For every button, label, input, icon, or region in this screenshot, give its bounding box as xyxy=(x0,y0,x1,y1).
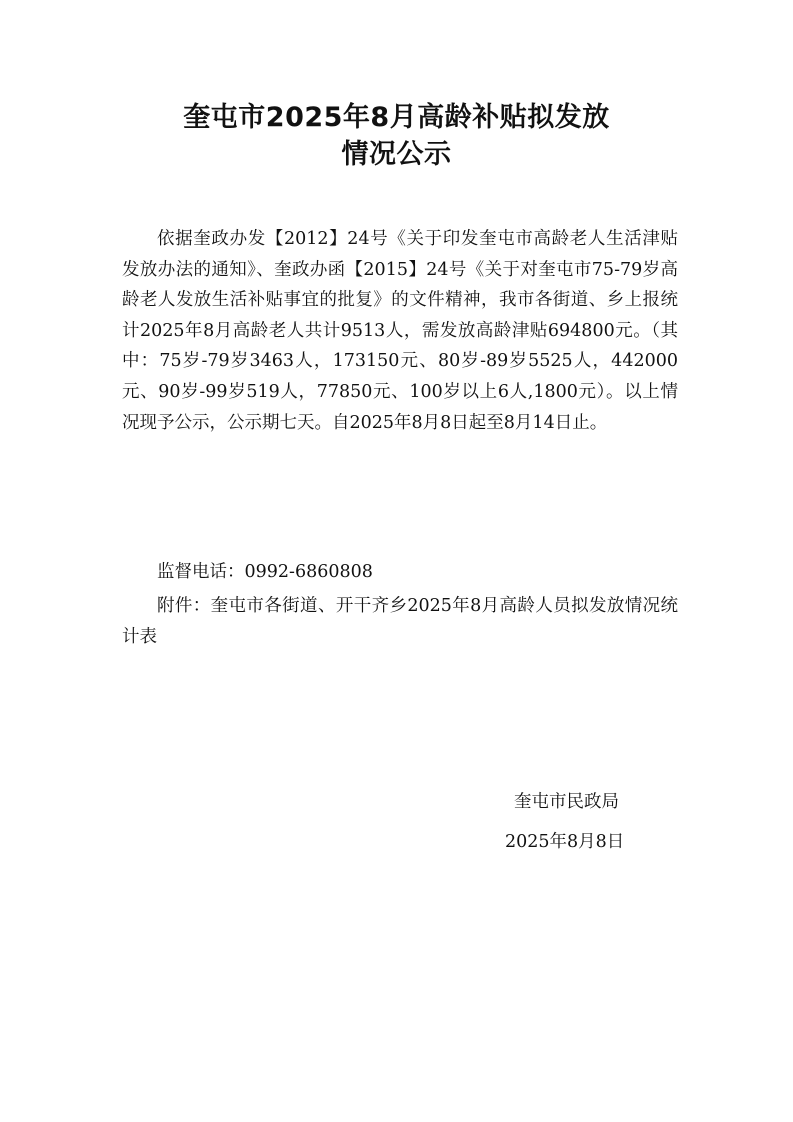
attachment-note: 附件：奎屯市各街道、开干齐乡2025年8月高龄人员拟发放情况统计表 xyxy=(122,596,678,647)
body-section xyxy=(122,224,678,438)
issuer-signature: 奎屯市民政局 xyxy=(514,792,619,812)
document-title-line-1: 奎屯市2025年8月高龄补贴拟发放 xyxy=(183,102,610,133)
document-title-line-2: 情况公示 xyxy=(341,139,452,170)
phone-section xyxy=(122,557,678,588)
issue-date: 2025年8月8日 xyxy=(505,832,625,852)
supervision-phone: 监督电话：0992-6860808 xyxy=(157,562,373,582)
body-paragraph: 依据奎政办发【2012】24号《关于印发奎屯市高龄老人生活津贴发放办法的通知》、奎政办函【2015】24号《关于对奎屯市75-79岁高龄老人发放生活补贴事宜的批复》的文件精神，我市各街道、乡上报统计2025年8月高龄老人共计9513人，需发放高龄津贴694800元。（其中：75岁-79岁3463人，173150元、80岁-89岁5525人，442000元、90岁-99岁519人，77850元、100岁以上6人,1800元）。以上情况现予公示，公示期七天。自2025年8月8日起至8月14日止。 xyxy=(122,229,678,433)
attachment-section xyxy=(122,591,678,652)
